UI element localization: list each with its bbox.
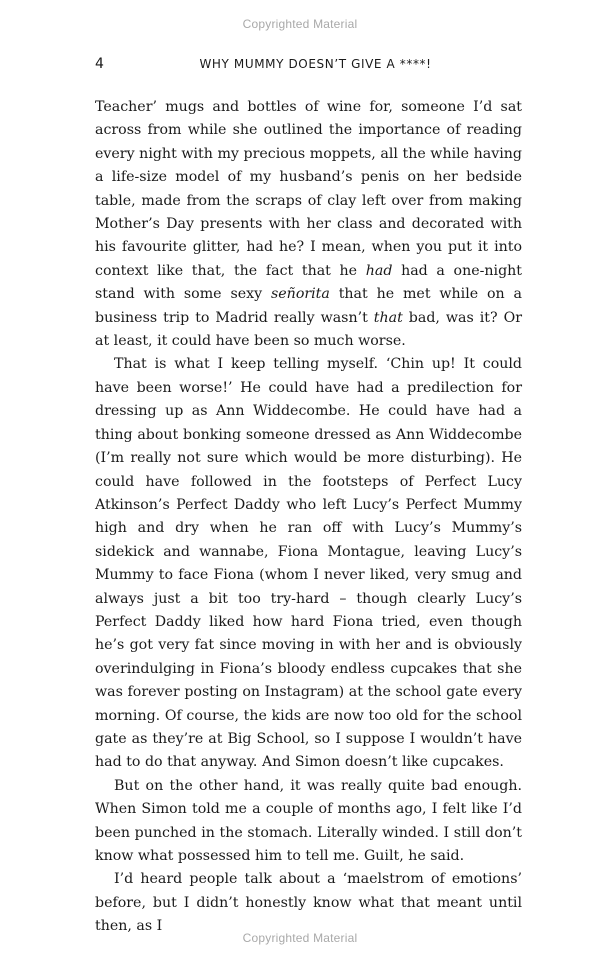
text-segment: But on the other hand, it was really quite bad enough. When Simon told me a couple of months ago, I felt like I’d been punched in the stomach. Literally winded. I still don’t know what possessed him to tell me. Guilt, he said. xyxy=(95,777,522,864)
body-text xyxy=(95,96,522,939)
text-segment: had a one-night stand with some sexy xyxy=(95,262,522,303)
text-segment: That is what I keep telling myself. ‘Chin up! It could have been worse!’ He could have had a predilection for dressing up as Ann Widdecombe. He could have had a thing about bonking someone dressed as Ann Widdecombe (I’m really not sure which would be more disturbing). He could have followed in the footsteps of Perfect Lucy Atkinson’s Perfect Daddy who left Lucy’s Perfect Mummy high and dry when he ran off with Lucy’s Mummy’s sidekick and wannabe, Fiona Montague, leaving Lucy’s Mummy to face Fiona (whom I never liked, very smug and always just a bit too try-hard – though clearly Lucy’s Perfect Daddy liked how hard Fiona tried, even though he’s got very fat since moving in with her and is obviously overindulging in Fiona’s bloody endless cupcakes that she was forever posting on Instagram) at the school gate every morning. Of course, the kids are now too old for the school gate as they’re at Big School, so I suppose I wouldn’t have had to do that anyway. And Simon doesn’t like cupcakes. xyxy=(95,356,522,771)
page-number: 4 xyxy=(95,56,104,72)
text-segment: bad, was it? Or at least, it could have been so much worse. xyxy=(95,309,522,350)
text-segment: that he met while on a business trip to Madrid really wasn’t xyxy=(95,286,522,326)
watermark-bottom: Copyrighted Material xyxy=(242,931,358,945)
running-head xyxy=(95,56,522,76)
italic-segment: had xyxy=(365,262,393,279)
italic-segment: señorita xyxy=(271,286,330,303)
watermark-top: Copyrighted Material xyxy=(242,17,358,31)
paragraph-4 xyxy=(95,868,522,938)
paragraph-1 xyxy=(95,96,522,353)
running-title: WHY MUMMY DOESN’T GIVE A ****! xyxy=(199,57,432,71)
paragraph-2 xyxy=(95,353,522,774)
paragraph-3 xyxy=(95,775,522,869)
text-segment: I’d heard people talk about a ‘maelstrom of emotions’ before, but I didn’t honestly know what that meant until then, as I xyxy=(95,871,522,935)
text-segment: Teacher’ mugs and bottles of wine for, someone I’d sat across from while she outlined the importance of reading every night with my precious moppets, all the while having a life-size model of my husband’s penis on her bedside table, made from the scraps of clay left over from making Mother’s Day presents with her class and decorated with his favourite glitter, had he? I mean, when you put it into context like that, the fact that he xyxy=(95,99,522,279)
italic-segment: that xyxy=(373,309,403,326)
